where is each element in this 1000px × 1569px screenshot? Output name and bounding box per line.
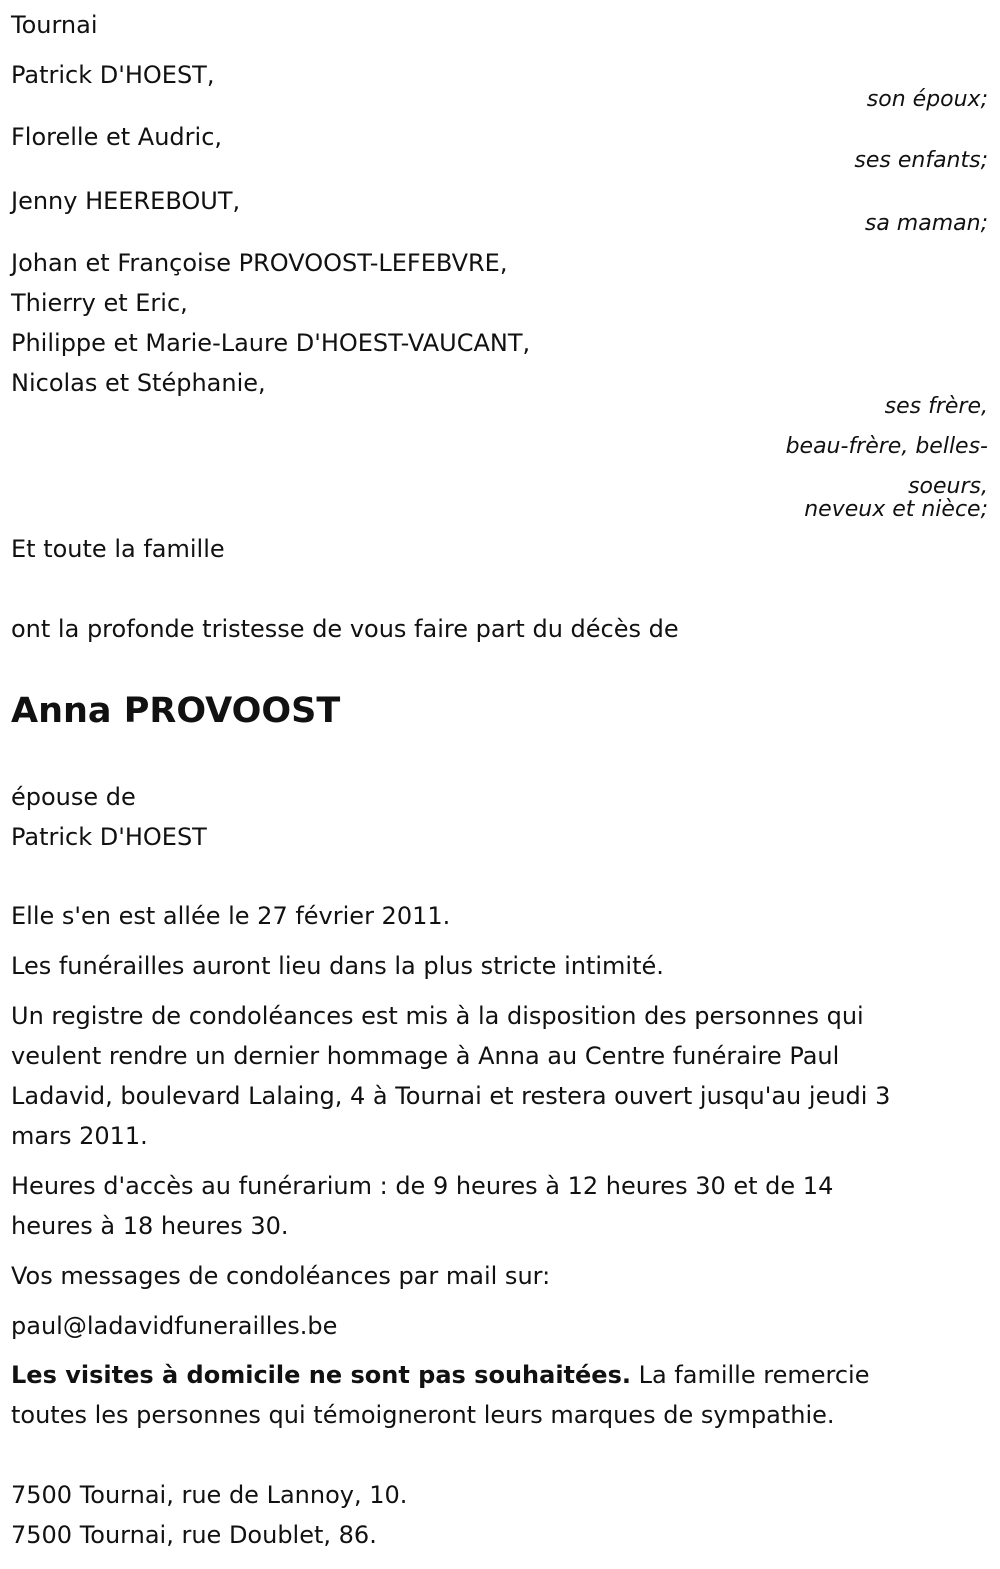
family-relation: beau-frère, belles- xyxy=(785,434,988,459)
visits-line xyxy=(11,1360,869,1390)
deceased-name: Anna PROVOOST xyxy=(11,691,341,731)
family-relation: sa maman; xyxy=(864,211,988,236)
funeral-line: Les funérailles auront lieu dans la plus stricte intimité. xyxy=(11,952,664,980)
family-relation: soeurs, xyxy=(908,474,988,499)
family-relation: neveux et nièce; xyxy=(804,497,988,522)
family-relation: ses enfants; xyxy=(854,148,988,173)
register-line: veulent rendre un dernier hommage à Anna au Centre funéraire Paul xyxy=(11,1042,840,1070)
hours-line: heures à 18 heures 30. xyxy=(11,1212,289,1240)
family-relation: son époux; xyxy=(866,87,988,112)
announcement: ont la profonde tristesse de vous faire part du décès de xyxy=(11,615,679,643)
death-line: Elle s'en est allée le 27 février 2011. xyxy=(11,902,451,930)
place: Tournai xyxy=(11,11,98,39)
family-name: Nicolas et Stéphanie, xyxy=(11,369,266,397)
email-link[interactable]: paul@ladavidfunerailles.be xyxy=(11,1312,338,1340)
address: 7500 Tournai, rue Doublet, 86. xyxy=(11,1521,377,1549)
register-line: mars 2011. xyxy=(11,1122,148,1150)
visits-rest: La famille remercie xyxy=(630,1361,870,1389)
spouse-label: épouse de xyxy=(11,783,136,811)
whole-family: Et toute la famille xyxy=(11,535,225,563)
address: 7500 Tournai, rue de Lannoy, 10. xyxy=(11,1481,408,1509)
family-name: Thierry et Eric, xyxy=(11,289,188,317)
family-name: Patrick D'HOEST, xyxy=(11,61,215,89)
family-relation: ses frère, xyxy=(884,394,988,419)
visits-notice: Les visites à domicile ne sont pas souhaitées. xyxy=(11,1361,631,1389)
thanks-line: toutes les personnes qui témoigneront leurs marques de sympathie. xyxy=(11,1401,835,1429)
family-name: Philippe et Marie-Laure D'HOEST-VAUCANT, xyxy=(11,329,531,357)
hours-line: Heures d'accès au funérarium : de 9 heures à 12 heures 30 et de 14 xyxy=(11,1172,834,1200)
family-name: Florelle et Audric, xyxy=(11,123,223,151)
family-name: Johan et Françoise PROVOOST-LEFEBVRE, xyxy=(11,249,508,277)
spouse-name: Patrick D'HOEST xyxy=(11,823,207,851)
family-name: Jenny HEEREBOUT, xyxy=(11,187,241,215)
messages-label: Vos messages de condoléances par mail sur: xyxy=(11,1262,551,1290)
register-line: Ladavid, boulevard Lalaing, 4 à Tournai et restera ouvert jusqu'au jeudi 3 xyxy=(11,1082,891,1110)
register-line: Un registre de condoléances est mis à la disposition des personnes qui xyxy=(11,1002,864,1030)
